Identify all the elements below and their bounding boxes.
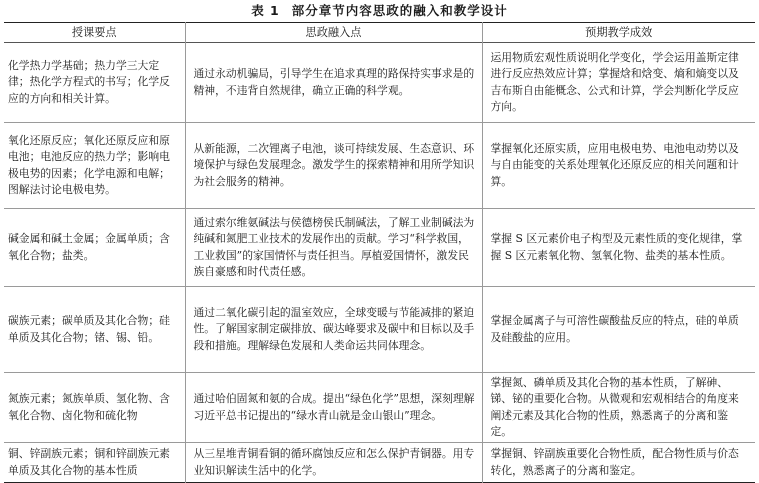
teaching-points-cell: 碱金属和碱土金属；金属单质；含氧化合物；盐类。 (8, 232, 170, 262)
table-row (4, 443, 755, 483)
ideology-cell: 从三星堆青铜看铜的循环腐蚀反应和怎么保护青铜器。用专业知识解读生活中的化学。 (185, 443, 482, 483)
table-row (4, 373, 755, 443)
table-caption-number: 表 1 (251, 3, 280, 18)
teaching-points-cell: 碳族元素；碳单质及其化合物；硅单质及其化合物；锗、锡、铅。 (8, 314, 170, 344)
table-row (4, 287, 755, 373)
outcome-cell: 掌握铜、锌副族重要化合物性质，配合物性质与价态转化，熟悉离子的分离和鉴定。 (482, 443, 755, 483)
header-expected-outcomes: 预期教学成效 (482, 23, 755, 43)
ideology-cell: 通过哈伯固氮和氨的合成。提出“绿色化学”思想，深刻理解习近平总书记提出的“绿水青山就是金山银山”理念。 (185, 373, 482, 443)
teaching-points-cell: 氮族元素；氮族单质、氢化物、含氧化合物、卤化物和硫化物 (8, 392, 170, 422)
ideology-cell: 通过永动机骗局，引导学生在追求真理的路保持实事求是的精神，不违背自然规律，确立正确的科学观。 (185, 43, 482, 123)
outcome-cell: 掌握氧化还原实质，应用电极电势、电池电动势以及与自由能变的关系处理氧化还原反应的相关问题和计算。 (482, 123, 755, 209)
teaching-points-cell: 氧化还原反应；氧化还原反应和原电池；电池反应的热力学；影响电极电势的因素；化学电源和电解；图解法讨论电极电势。 (8, 133, 170, 196)
table-row (4, 123, 755, 209)
table-row (4, 209, 755, 287)
teaching-points-cell: 化学热力学基础；热力学三大定律；热化学方程式的书写；化学反应的方向和相关计算。 (8, 58, 170, 105)
ideology-cell: 从新能源，二次锂离子电池，谈可持续发展、生态意识、环境保护与绿色发展理念。激发学生的探索精神和用所学知识为社会服务的精神。 (185, 123, 482, 209)
teaching-design-table (4, 22, 755, 483)
ideology-cell: 通过二氧化碳引起的温室效应，全球变暖与节能减排的紧迫性。了解国家制定碳排放、碳达峰要求及碳中和目标以及手段和措施。理解绿色发展和人类命运共同体理念。 (185, 287, 482, 373)
ideology-cell: 通过索尔维氨碱法与侯德榜侯氏制碱法，了解工业制碱法为纯碱和氮肥工业技术的发展作出的贡献。学习“科学救国，工业救国”的家国情怀与责任担当。厚植爱国情怀，激发民族自豪感和时代责任感。 (185, 209, 482, 287)
table-caption-title: 部分章节内容思政的融入和教学设计 (291, 3, 508, 18)
outcome-cell: 掌握金属离子与可溶性碳酸盐反应的特点，硅的单质及硅酸盐的应用。 (482, 287, 755, 373)
table-header-row (4, 23, 755, 43)
table-caption (4, 0, 755, 22)
outcome-cell: 掌握氮、磷单质及其化合物的基本性质，了解砷、锑、铋的重要化合物。从微观和宏观相结合的角度来阐述元素及其化合物的性质，熟悉离子的分离和鉴定。 (482, 373, 755, 443)
header-teaching-points: 授课要点 (71, 26, 117, 39)
outcome-cell: 运用物质宏观性质说明化学变化，学会运用盖斯定律进行反应热效应计算；掌握焓和焓变、熵和熵变以及吉布斯自由能概念、公式和计算，学会判断化学反应方向。 (482, 43, 755, 123)
outcome-cell: 掌握 S 区元素价电子构型及元素性质的变化规律，掌握 S 区元素氧化物、氢氧化物、盐类的基本性质。 (482, 209, 755, 287)
teaching-points-cell: 铜、锌副族元素；铜和锌副族元素单质及其化合物的基本性质 (8, 447, 170, 477)
header-ideology-points: 思政融入点 (185, 23, 482, 43)
table-row (4, 43, 755, 123)
